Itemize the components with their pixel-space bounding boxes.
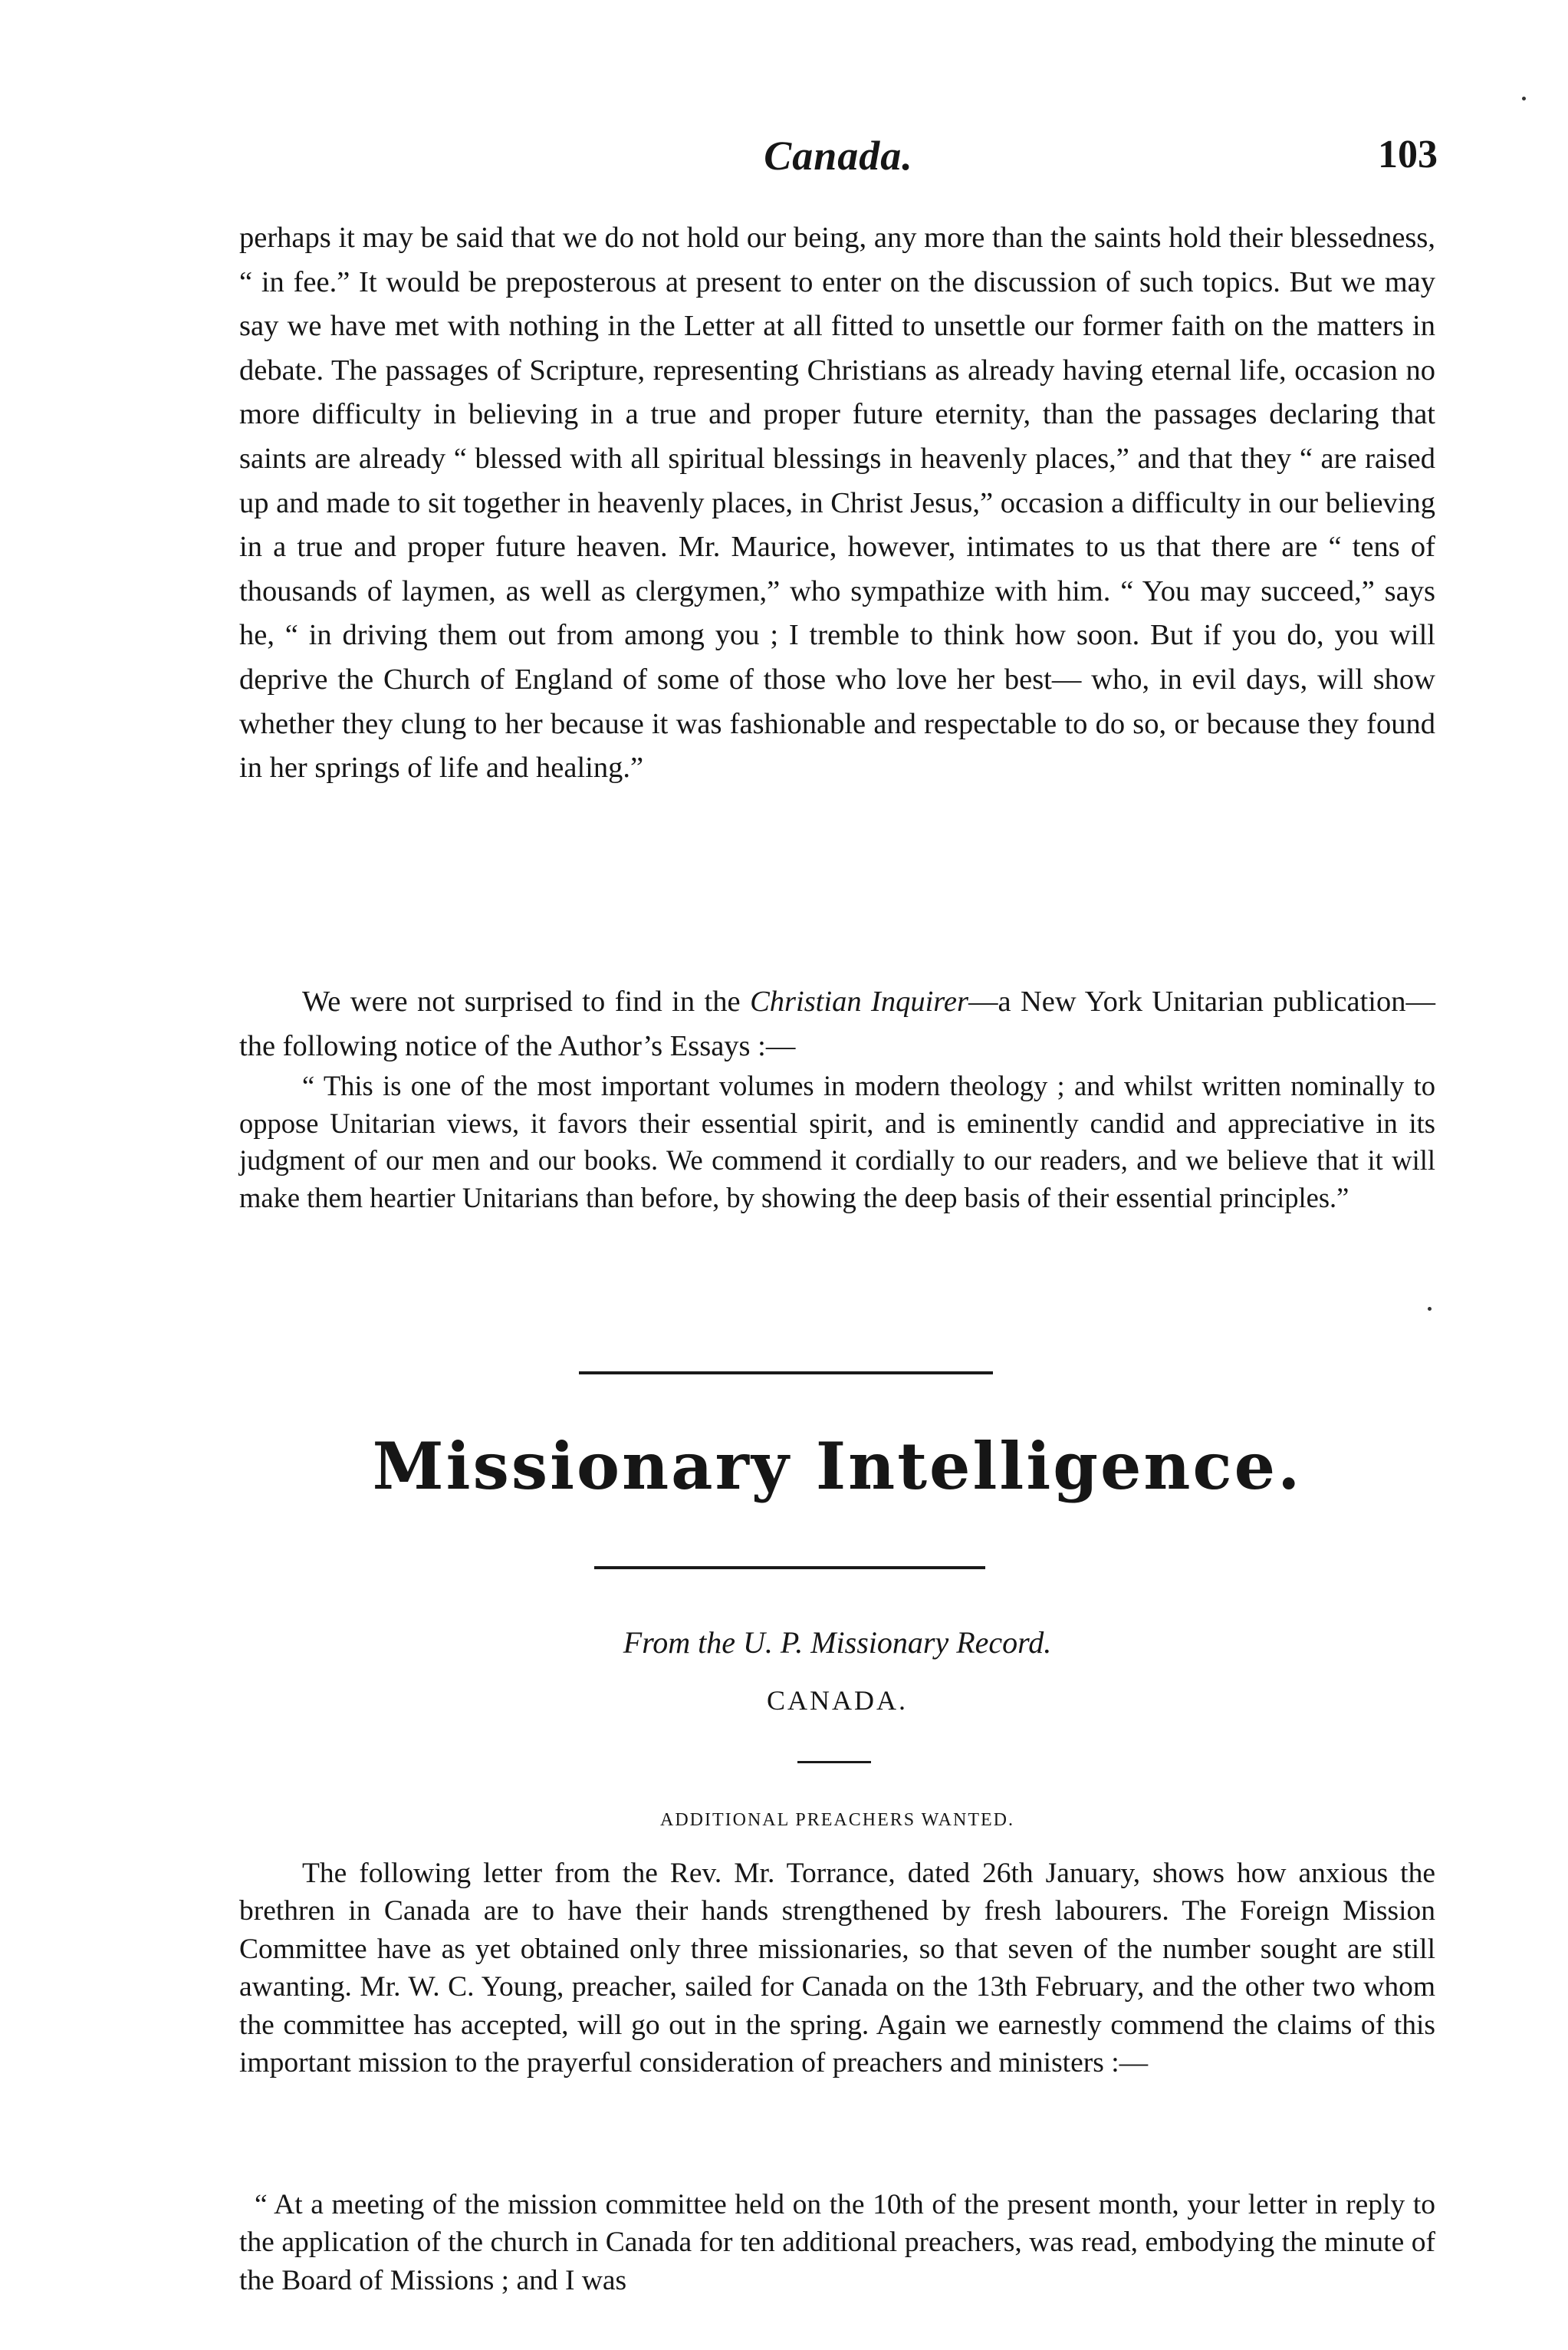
short-rule <box>797 1761 871 1763</box>
source-attribution: From the U. P. Missionary Record. <box>623 1625 1052 1660</box>
scan-speck <box>1428 1307 1432 1311</box>
running-title: Canada. <box>764 133 913 179</box>
section-heading: Missionary Intelligence. <box>372 1428 1303 1504</box>
paragraph-text: —a New York Unitarian publication—the following notice of the Author’s Essays :— <box>239 986 1435 1062</box>
running-head <box>239 132 1438 193</box>
location-heading: CANADA. <box>766 1685 908 1716</box>
scan-speck <box>1522 97 1526 100</box>
section-divider <box>579 1371 993 1374</box>
article-subheading: ADDITIONAL PREACHERS WANTED. <box>660 1810 1014 1830</box>
body-paragraph: The following letter from the Rev. Mr. Torrance, dated 26th January, shows how anxious the brethren in Canada are to have their hands strengthened by fresh labourers. The Foreign Mission Committee have as yet obtained only three missionaries, so that seven of the number sought are still awanting. Mr. W. C. Young, preacher, sailed for Canada on the 13th February, and the other two whom the committee has accepted, will go out in the spring. Again we earnestly commend the claims of this important mission to the prayerful consideration of preachers and ministers :— <box>239 1858 1435 2079</box>
paragraph-text: We were not surprised to find in the <box>302 986 751 1018</box>
publication-title: Christian Inquirer <box>750 986 968 1018</box>
body-paragraph <box>239 980 1435 1068</box>
body-paragraph: perhaps it may be said that we do not hold our being, any more than the saints hold their blessedness, “ in fee.” It would be preposterous at present to enter on the discussion of such topics. But we may say we have met with nothing in the Letter at all fitted to unsettle our former faith on the matters in debate. The passages of Scripture, representing Christians as already having eternal life, occasion no more difficulty in believing in a true and proper future eternity, than the passages declaring that saints are already “ blessed with all spiritual blessings in heavenly places,” and that they “ are raised up and made to sit together in heavenly places, in Christ Jesus,” occasion a difficulty in our believing in a true and proper future heaven. Mr. Maurice, however, intimates to us that there are “ tens of thousands of laymen, as well as clergymen,” who sympathize with him. “ You may succeed,” says he, “ in driving them out from among you ; I tremble to think how soon. But if you do, you will deprive the Church of England of some of those who love her best— who, in evil days, will show whether they clung to her because it was fashionable and respectable to do so, or because they found in her springs of life and healing.” <box>239 222 1435 785</box>
letter-quote: “ At a meeting of the mission committee held on the 10th of the present month, your letter in reply to the application of the church in Canada for ten additional preachers, was read, embodying the minute of the Board of Missions ; and I was <box>239 2189 1435 2296</box>
page-number: 103 <box>1378 133 1438 176</box>
heading-underline <box>594 1566 985 1569</box>
block-quote: “ This is one of the most important volumes in modern theology ; and whilst written nominally to oppose Unitarian views, it favors their essential spirit, and is eminently candid and appreciative in its judgment of our men and our books. We commend it cordially to our readers, and we believe that it will make them heartier Unitarians than before, by showing the deep basis of their essential principles.” <box>239 1070 1435 1213</box>
